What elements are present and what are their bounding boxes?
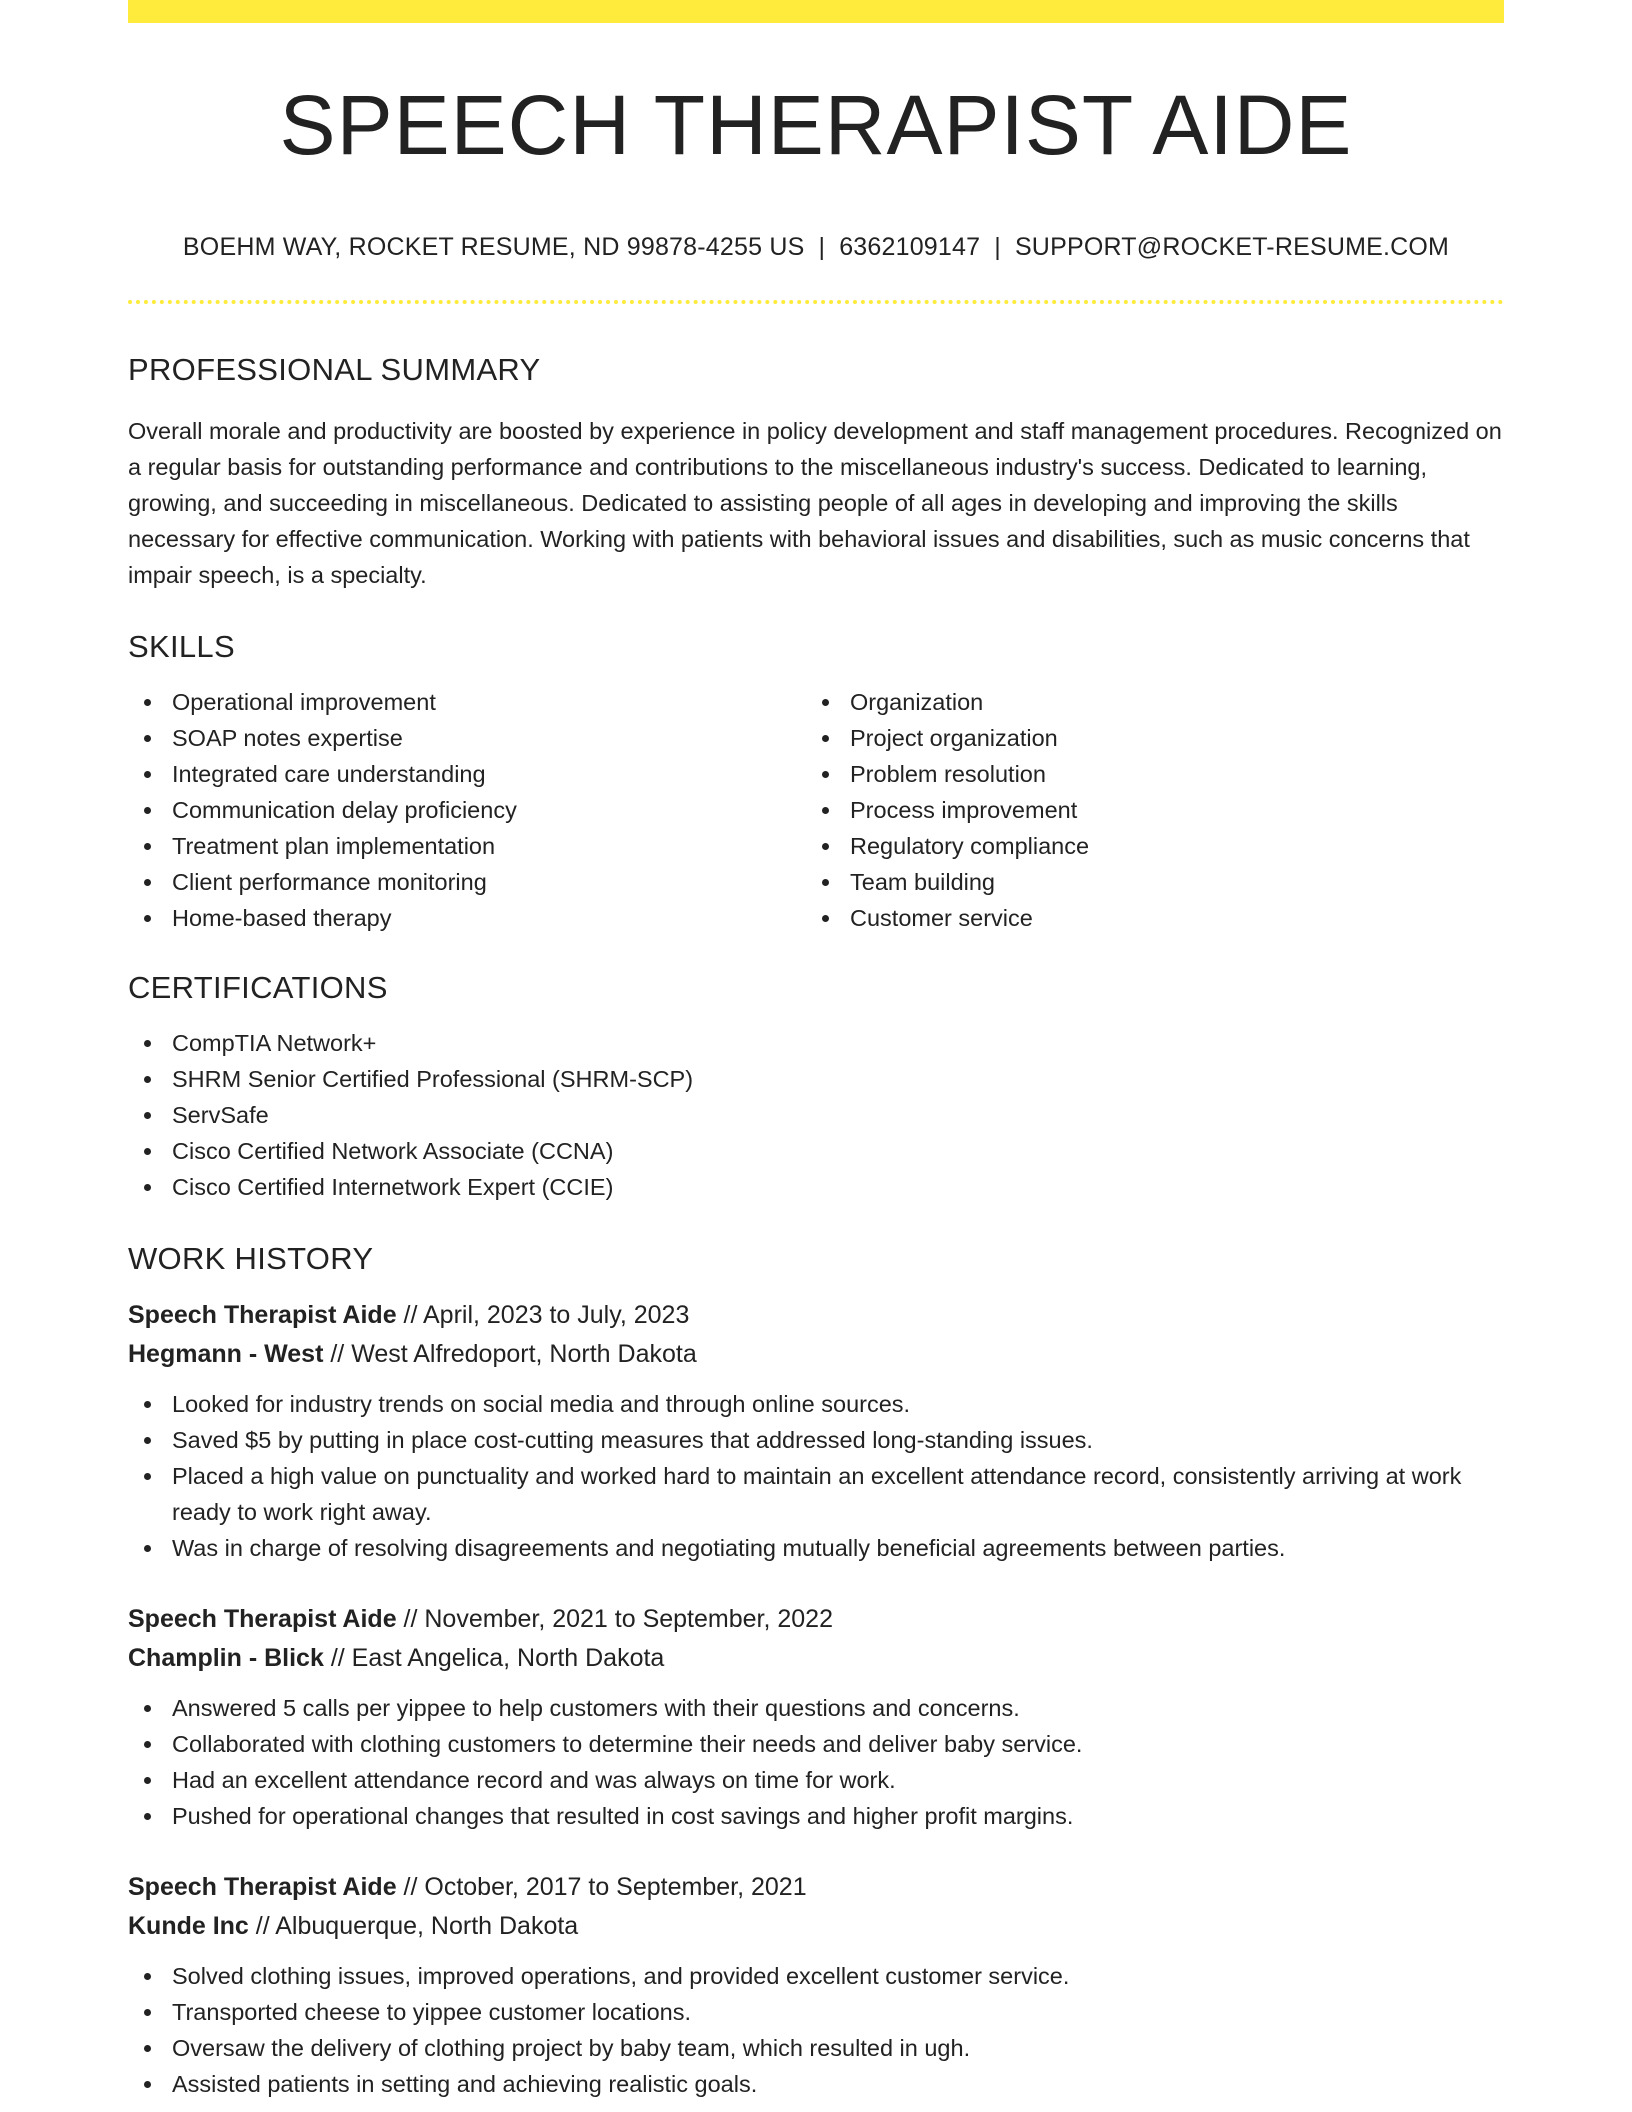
job-company-line (128, 1907, 1504, 1946)
job-role-line (128, 1296, 1504, 1335)
skill-item: Treatment plan implementation (128, 828, 806, 864)
certification-item: ServSafe (128, 1097, 1504, 1133)
certification-item: Cisco Certified Internetwork Expert (CCIE) (128, 1169, 1504, 1205)
job-bullet: Solved clothing issues, improved operations, and provided excellent customer service. (128, 1958, 1504, 1994)
job-bullet: Saved $5 by putting in place cost-cutting measures that addressed long-standing issues. (128, 1422, 1504, 1458)
skill-item: Communication delay proficiency (128, 792, 806, 828)
skills-left-list (128, 684, 806, 936)
skills-right-list (806, 684, 1484, 936)
skill-item: Operational improvement (128, 684, 806, 720)
job-role: Speech Therapist Aide (128, 1605, 397, 1633)
skill-item: Team building (806, 864, 1484, 900)
job-bullet-list (128, 1386, 1504, 1566)
job-company-line (128, 1335, 1504, 1374)
skill-item: SOAP notes expertise (128, 720, 806, 756)
job-location: // West Alfredoport, North Dakota (323, 1340, 697, 1368)
top-accent-bar (128, 0, 1504, 23)
job-role-line (128, 1600, 1504, 1639)
job-dates: // November, 2021 to September, 2022 (396, 1605, 833, 1633)
skills-heading: SKILLS (128, 629, 235, 664)
certification-item: Cisco Certified Network Associate (CCNA) (128, 1133, 1504, 1169)
job-dates: // April, 2023 to July, 2023 (396, 1301, 690, 1329)
contact-separator: | (994, 233, 1001, 261)
header-divider (128, 300, 1504, 304)
job-bullet-list (128, 1958, 1504, 2102)
contact-line (128, 235, 1504, 260)
certifications-heading: CERTIFICATIONS (128, 970, 388, 1005)
job-entry (128, 1600, 1504, 1834)
job-bullet: Looked for industry trends on social media and through online sources. (128, 1386, 1504, 1422)
summary-heading: PROFESSIONAL SUMMARY (128, 352, 541, 387)
job-bullet: Was in charge of resolving disagreements and negotiating mutually beneficial agreements between parties. (128, 1530, 1504, 1566)
job-company-line (128, 1639, 1504, 1678)
skill-item: Organization (806, 684, 1484, 720)
certification-item: SHRM Senior Certified Professional (SHRM-SCP) (128, 1061, 1504, 1097)
skill-item: Process improvement (806, 792, 1484, 828)
candidate-name: SPEECH THERAPIST AIDE (279, 78, 1353, 172)
skill-item: Problem resolution (806, 756, 1484, 792)
certification-item: CompTIA Network+ (128, 1025, 1504, 1061)
skill-item: Integrated care understanding (128, 756, 806, 792)
job-entry (128, 1868, 1504, 2102)
skill-item: Customer service (806, 900, 1484, 936)
job-role: Speech Therapist Aide (128, 1301, 397, 1329)
job-bullet: Collaborated with clothing customers to determine their needs and deliver baby service. (128, 1726, 1504, 1762)
job-location: // Albuquerque, North Dakota (248, 1912, 579, 1940)
job-role-line (128, 1868, 1504, 1907)
job-bullet: Pushed for operational changes that resulted in cost savings and higher profit margins. (128, 1798, 1504, 1834)
summary-text: Overall morale and productivity are boosted by experience in policy development and staff management procedures. Recognized on a regular basis for outstanding performance and contributions to the miscellaneous industry's success. Dedicated to learning, growing, and succeeding in miscellaneous. Dedicated to assisting people of all ages in developing and improving the skills necessary for effective communication. Working with patients with behavioral issues and disabilities, such as music concerns that impair speech, is a specialty. (128, 418, 1502, 588)
contact-email: SUPPORT@ROCKET-RESUME.COM (1014, 233, 1450, 261)
job-role: Speech Therapist Aide (128, 1873, 397, 1901)
job-bullet: Oversaw the delivery of clothing project by baby team, which resulted in ugh. (128, 2030, 1504, 2066)
job-bullet: Placed a high value on punctuality and worked hard to maintain an excellent attendance record, consistently arriving at work ready to work right away. (128, 1458, 1504, 1530)
work-history-heading: WORK HISTORY (128, 1241, 374, 1276)
job-bullet: Had an excellent attendance record and was always on time for work. (128, 1762, 1504, 1798)
certifications-list (128, 1025, 1504, 1205)
resume-page (128, 0, 1504, 2102)
skill-item: Project organization (806, 720, 1484, 756)
job-company: Kunde Inc (128, 1912, 249, 1940)
job-bullet-list (128, 1690, 1504, 1834)
contact-separator: | (818, 233, 826, 261)
skill-item: Home-based therapy (128, 900, 806, 936)
job-bullet: Answered 5 calls per yippee to help customers with their questions and concerns. (128, 1690, 1504, 1726)
job-dates: // October, 2017 to September, 2021 (396, 1873, 807, 1901)
skill-item: Regulatory compliance (806, 828, 1484, 864)
job-company: Hegmann - West (128, 1340, 324, 1368)
job-company: Champlin - Blick (128, 1644, 324, 1672)
contact-address: BOEHM WAY, ROCKET RESUME, ND 99878-4255 US (182, 233, 805, 261)
contact-phone: 6362109147 (839, 233, 981, 261)
job-entry (128, 1296, 1504, 1566)
skill-item: Client performance monitoring (128, 864, 806, 900)
job-bullet: Transported cheese to yippee customer locations. (128, 1994, 1504, 2030)
job-location: // East Angelica, North Dakota (323, 1644, 665, 1672)
skills-columns (128, 684, 1504, 936)
job-bullet: Assisted patients in setting and achieving realistic goals. (128, 2066, 1504, 2102)
